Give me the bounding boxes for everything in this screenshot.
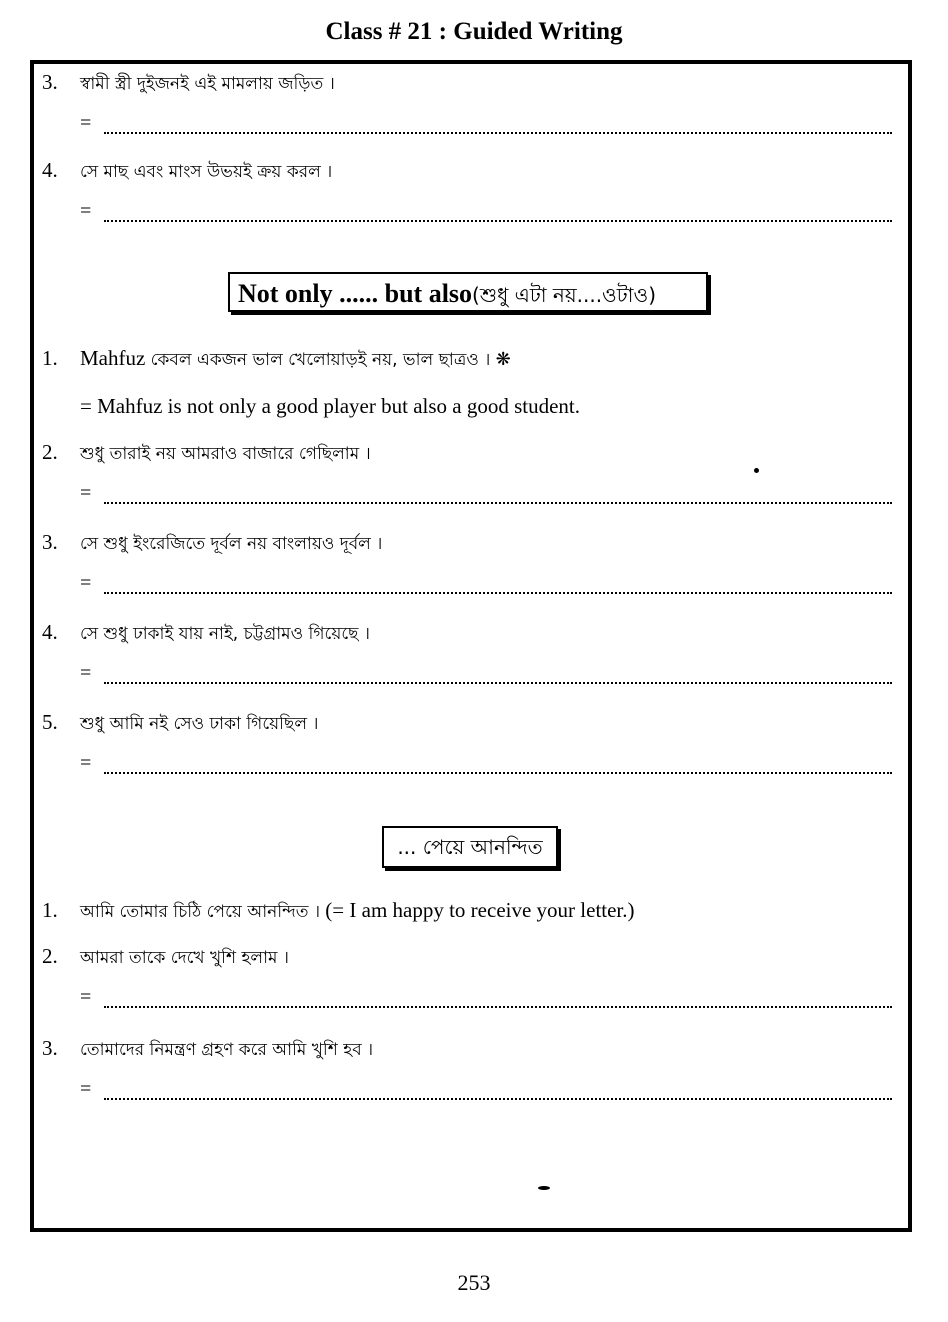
equals-sign: = [80,112,92,134]
question-number: 2. [42,440,58,464]
question-number: 4. [42,620,58,644]
answer-line-s2-3[interactable] [80,572,892,596]
equals-sign: = [80,482,92,504]
question-s3-3 [42,1036,373,1065]
question-s2-4 [42,620,370,649]
question-number: 2. [42,944,58,968]
answer-line-s1-4[interactable] [80,200,892,224]
question-text: সে শুধু ইংরেজিতে দূর্বল নয় বাংলায়ও দূর্বল । [80,534,383,554]
ink-speck [538,1186,550,1190]
question-number: 3. [42,70,58,94]
question-text: আমরা তাকে দেখে খুশি হলাম । [80,948,289,968]
equals-sign: = [80,1078,92,1100]
question-text: তোমাদের নিমন্ত্রণ গ্রহণ করে আমি খুশি হব । [80,1040,374,1060]
question-s2-3 [42,530,382,559]
asterisk-mark: ❋ [495,349,511,370]
example-bengali: আমি তোমার চিঠি পেয়ে আনন্দিত । [80,902,321,922]
example-s3-1 [42,898,635,927]
question-s1-4 [42,158,332,187]
question-text: শুধু আমি নই সেও ঢাকা গিয়েছিল । [80,714,319,734]
example-s2-1 [42,346,511,375]
question-text: স্বামী স্ত্রী দুইজনই এই মামলায় জড়িত । [80,74,335,94]
answer-line-s2-5[interactable] [80,752,892,776]
question-number: 1. [42,898,58,922]
question-number: 1. [42,346,58,370]
question-number: 4. [42,158,58,182]
example-answer: = Mahfuz is not only a good player but also a good student. [80,394,581,418]
question-text: সে শুধু ঢাকাই যায় নাই, চট্টগ্রামও গিয়েছে । [80,624,370,644]
equals-sign: = [80,662,92,684]
question-number: 3. [42,530,58,554]
heading-english: Not only ...... but also [238,279,473,308]
example-english: Mahfuz [80,346,146,370]
page-title: Class # 21 : Guided Writing [325,18,623,45]
question-number: 3. [42,1036,58,1060]
question-s2-5 [42,710,318,739]
answer-line-s2-2[interactable] [80,482,892,506]
section-heading-not-only [228,272,708,312]
question-text: শুধু তারাই নয় আমরাও বাজারে গেছিলাম । [80,444,371,464]
example-bengali: কেবল একজন ভাল খেলোয়াড়ই নয়, ভাল ছাত্রও । [150,350,491,370]
ink-speck [754,468,759,473]
question-s3-2 [42,944,289,973]
page-number: 253 [457,1270,491,1295]
question-s1-3 [42,70,335,99]
answer-line-s3-3[interactable] [80,1078,892,1102]
equals-sign: = [80,752,92,774]
answer-line-s2-4[interactable] [80,662,892,686]
equals-sign: = [80,986,92,1008]
heading-bengali: (শুধু এটা নয়....ওটাও) [472,283,656,307]
question-text: সে মাছ এবং মাংস উভয়ই ক্রয় করল । [80,162,333,182]
question-number: 5. [42,710,58,734]
equals-sign: = [80,200,92,222]
section-heading-happy: ... পেয়ে আনন্দিত [382,826,558,868]
example-english: (= I am happy to receive your letter.) [325,898,635,922]
equals-sign: = [80,572,92,594]
answer-line-s1-3[interactable] [80,112,892,136]
answer-line-s3-2[interactable] [80,986,892,1010]
question-s2-2 [42,440,371,469]
